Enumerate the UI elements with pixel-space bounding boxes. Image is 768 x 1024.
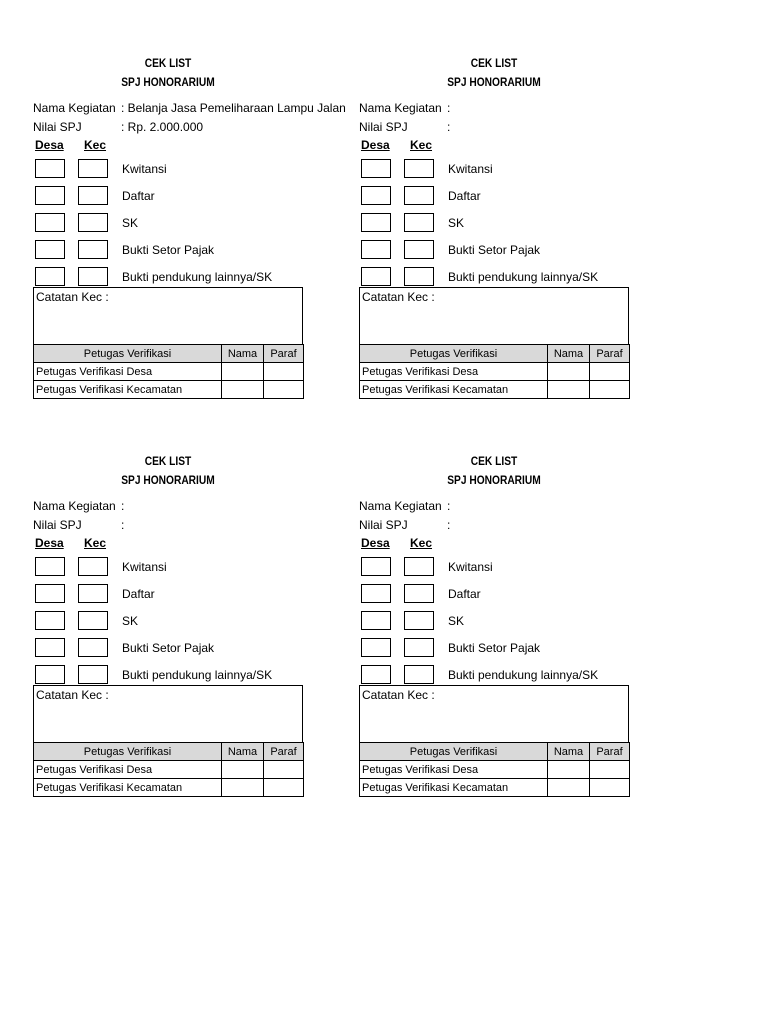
checklist-items <box>33 557 313 692</box>
header-petugas: Petugas Verifikasi <box>34 345 222 363</box>
kec-checkbox[interactable] <box>78 638 108 657</box>
checklist-items <box>33 159 313 294</box>
nama-kegiatan-field <box>33 499 124 513</box>
card-title: CEK LIST <box>470 56 518 70</box>
checklist-item-bukti-setor-pajak <box>359 638 639 665</box>
desa-checkbox[interactable] <box>35 213 65 232</box>
item-label: Bukti Setor Pajak <box>122 243 215 257</box>
kec-checkbox[interactable] <box>404 557 434 576</box>
nama-kegiatan-value[interactable]: : <box>121 499 125 513</box>
desa-checkbox[interactable] <box>35 638 65 657</box>
paraf-cell[interactable] <box>264 761 304 779</box>
desa-checkbox[interactable] <box>361 638 391 657</box>
header-petugas: Petugas Verifikasi <box>34 743 222 761</box>
nama-kegiatan-field <box>359 101 450 115</box>
desa-checkbox[interactable] <box>361 611 391 630</box>
nama-cell[interactable] <box>548 761 590 779</box>
kec-checkbox[interactable] <box>78 213 108 232</box>
nilai-spj-field <box>33 518 124 532</box>
row-label-kecamatan: Petugas Verifikasi Kecamatan <box>34 381 222 399</box>
catatan-kec-box[interactable] <box>33 685 303 743</box>
desa-checkbox[interactable] <box>361 665 391 684</box>
row-label-kecamatan: Petugas Verifikasi Kecamatan <box>34 779 222 797</box>
nilai-spj-field <box>33 120 203 134</box>
catatan-kec-label: Catatan Kec : <box>362 688 435 702</box>
nilai-spj-value[interactable]: : <box>447 120 451 134</box>
item-label: Bukti pendukung lainnya/SK <box>122 270 273 284</box>
row-label-kecamatan: Petugas Verifikasi Kecamatan <box>360 381 548 399</box>
card-title: CEK LIST <box>470 454 518 468</box>
verification-table <box>359 742 630 797</box>
nama-kegiatan-label: Nama Kegiatan <box>359 499 442 513</box>
checklist-item-daftar <box>359 186 639 213</box>
checklist-item-bukti-setor-pajak <box>33 240 313 267</box>
catatan-kec-label: Catatan Kec : <box>36 688 109 702</box>
kec-checkbox[interactable] <box>404 638 434 657</box>
checklist-item-daftar <box>359 584 639 611</box>
checklist-item-sk <box>33 611 313 638</box>
desa-checkbox[interactable] <box>361 213 391 232</box>
checklist-item-kwitansi <box>359 557 639 584</box>
kec-checkbox[interactable] <box>404 584 434 603</box>
desa-checkbox[interactable] <box>35 186 65 205</box>
nama-kegiatan-field <box>33 101 346 115</box>
card-subtitle: SPJ HONORARIUM <box>447 75 541 89</box>
table-row <box>34 381 304 399</box>
checklist-item-bukti-setor-pajak <box>359 240 639 267</box>
kec-column-header: Kec <box>410 536 433 550</box>
nama-cell[interactable] <box>548 779 590 797</box>
checklist-item-sk <box>359 213 639 240</box>
nilai-spj-label: Nilai SPJ <box>359 120 408 134</box>
checklist-item-daftar <box>33 584 313 611</box>
paraf-cell[interactable] <box>590 779 630 797</box>
desa-checkbox[interactable] <box>361 159 391 178</box>
item-label: Bukti Setor Pajak <box>122 641 215 655</box>
nama-cell[interactable] <box>548 363 590 381</box>
table-header-row <box>34 743 304 761</box>
table-row <box>34 761 304 779</box>
item-label: Daftar <box>448 189 481 203</box>
table-header-row <box>360 743 630 761</box>
row-label-desa: Petugas Verifikasi Desa <box>34 761 222 779</box>
desa-checkbox[interactable] <box>35 557 65 576</box>
nama-cell[interactable] <box>222 779 264 797</box>
catatan-kec-box[interactable] <box>359 685 629 743</box>
kec-checkbox[interactable] <box>404 267 434 286</box>
table-row <box>360 381 630 399</box>
header-paraf: Paraf <box>264 743 304 761</box>
kec-checkbox[interactable] <box>78 267 108 286</box>
desa-checkbox[interactable] <box>35 240 65 259</box>
item-label: SK <box>122 614 139 628</box>
item-label: Daftar <box>448 587 481 601</box>
catatan-kec-label: Catatan Kec : <box>36 290 109 304</box>
checklist-items <box>359 159 639 294</box>
nilai-spj-value[interactable]: : <box>121 518 125 532</box>
row-label-desa: Petugas Verifikasi Desa <box>360 363 548 381</box>
desa-checkbox[interactable] <box>361 584 391 603</box>
kec-checkbox[interactable] <box>404 186 434 205</box>
table-row <box>34 363 304 381</box>
checklist-card <box>33 452 313 802</box>
desa-checkbox[interactable] <box>361 240 391 259</box>
nilai-spj-label: Nilai SPJ <box>359 518 408 532</box>
row-label-kecamatan: Petugas Verifikasi Kecamatan <box>360 779 548 797</box>
nilai-spj-value[interactable]: : Rp. 2.000.000 <box>121 120 204 134</box>
header-nama: Nama <box>548 345 590 363</box>
nilai-spj-value[interactable]: : <box>447 518 451 532</box>
kec-checkbox[interactable] <box>404 240 434 259</box>
paraf-cell[interactable] <box>590 381 630 399</box>
paraf-cell[interactable] <box>264 779 304 797</box>
desa-checkbox[interactable] <box>35 159 65 178</box>
desa-column-header: Desa <box>35 138 64 152</box>
checklist-card <box>359 452 639 802</box>
nama-kegiatan-value[interactable]: : <box>447 101 451 115</box>
checklist-item-bukti-setor-pajak <box>33 638 313 665</box>
header-nama: Nama <box>222 345 264 363</box>
kec-checkbox[interactable] <box>404 213 434 232</box>
card-subtitle: SPJ HONORARIUM <box>121 75 215 89</box>
kec-column-header: Kec <box>84 536 107 550</box>
kec-checkbox[interactable] <box>78 665 108 684</box>
nama-kegiatan-label: Nama Kegiatan <box>33 101 116 115</box>
checklist-card <box>33 54 346 404</box>
desa-checkbox[interactable] <box>361 267 391 286</box>
checklist-item-daftar <box>33 186 313 213</box>
kec-checkbox[interactable] <box>78 557 108 576</box>
kec-checkbox[interactable] <box>78 159 108 178</box>
desa-checkbox[interactable] <box>361 557 391 576</box>
kec-checkbox[interactable] <box>78 584 108 603</box>
item-label: Bukti pendukung lainnya/SK <box>122 668 273 682</box>
catatan-kec-box[interactable] <box>359 287 629 345</box>
nama-cell[interactable] <box>222 381 264 399</box>
item-label: Kwitansi <box>448 162 493 176</box>
table-row <box>360 363 630 381</box>
nilai-spj-label: Nilai SPJ <box>33 518 82 532</box>
kec-column-header: Kec <box>410 138 433 152</box>
header-petugas: Petugas Verifikasi <box>360 345 548 363</box>
header-petugas: Petugas Verifikasi <box>360 743 548 761</box>
paraf-cell[interactable] <box>590 363 630 381</box>
card-subtitle: SPJ HONORARIUM <box>447 473 541 487</box>
desa-column-header: Desa <box>361 536 390 550</box>
item-label: Bukti Setor Pajak <box>448 243 541 257</box>
desa-checkbox[interactable] <box>361 186 391 205</box>
nilai-spj-label: Nilai SPJ <box>33 120 82 134</box>
row-label-desa: Petugas Verifikasi Desa <box>360 761 548 779</box>
desa-column-header: Desa <box>361 138 390 152</box>
card-title: CEK LIST <box>144 56 192 70</box>
checklist-item-sk <box>33 213 313 240</box>
kec-column-header: Kec <box>84 138 107 152</box>
desa-column-header: Desa <box>35 536 64 550</box>
verification-table <box>33 742 304 797</box>
checklist-items <box>359 557 639 692</box>
item-label: Daftar <box>122 587 155 601</box>
paraf-cell[interactable] <box>590 761 630 779</box>
table-row <box>360 779 630 797</box>
kec-checkbox[interactable] <box>404 665 434 684</box>
checklist-item-sk <box>359 611 639 638</box>
nama-cell[interactable] <box>222 363 264 381</box>
row-label-desa: Petugas Verifikasi Desa <box>34 363 222 381</box>
item-label: SK <box>448 614 465 628</box>
desa-checkbox[interactable] <box>35 665 65 684</box>
catatan-kec-label: Catatan Kec : <box>362 290 435 304</box>
nama-kegiatan-value[interactable]: : Belanja Jasa Pemeliharaan Lampu Jalan <box>121 101 346 115</box>
header-paraf: Paraf <box>590 743 630 761</box>
item-label: Daftar <box>122 189 155 203</box>
checklist-item-kwitansi <box>33 557 313 584</box>
verification-table <box>33 344 304 399</box>
checklist-card <box>359 54 639 404</box>
paraf-cell[interactable] <box>264 363 304 381</box>
nama-cell[interactable] <box>222 761 264 779</box>
nilai-spj-field <box>359 120 450 134</box>
item-label: Kwitansi <box>122 560 167 574</box>
nama-kegiatan-label: Nama Kegiatan <box>33 499 116 513</box>
kec-checkbox[interactable] <box>78 611 108 630</box>
kec-checkbox[interactable] <box>404 159 434 178</box>
item-label: SK <box>448 216 465 230</box>
item-label: Bukti pendukung lainnya/SK <box>448 668 599 682</box>
table-row <box>360 761 630 779</box>
checklist-item-kwitansi <box>33 159 313 186</box>
desa-checkbox[interactable] <box>35 611 65 630</box>
desa-checkbox[interactable] <box>35 267 65 286</box>
header-nama: Nama <box>222 743 264 761</box>
desa-checkbox[interactable] <box>35 584 65 603</box>
header-paraf: Paraf <box>264 345 304 363</box>
header-paraf: Paraf <box>590 345 630 363</box>
nama-kegiatan-field <box>359 499 450 513</box>
checklist-item-kwitansi <box>359 159 639 186</box>
item-label: Kwitansi <box>448 560 493 574</box>
nilai-spj-field <box>359 518 450 532</box>
nama-kegiatan-label: Nama Kegiatan <box>359 101 442 115</box>
nama-cell[interactable] <box>548 381 590 399</box>
item-label: Bukti pendukung lainnya/SK <box>448 270 599 284</box>
paraf-cell[interactable] <box>264 381 304 399</box>
table-header-row <box>360 345 630 363</box>
table-row <box>34 779 304 797</box>
catatan-kec-box[interactable] <box>33 287 303 345</box>
card-subtitle: SPJ HONORARIUM <box>121 473 215 487</box>
item-label: Kwitansi <box>122 162 167 176</box>
table-header-row <box>34 345 304 363</box>
verification-table <box>359 344 630 399</box>
kec-checkbox[interactable] <box>78 186 108 205</box>
item-label: Bukti Setor Pajak <box>448 641 541 655</box>
header-nama: Nama <box>548 743 590 761</box>
nama-kegiatan-value[interactable]: : <box>447 499 451 513</box>
item-label: SK <box>122 216 139 230</box>
kec-checkbox[interactable] <box>404 611 434 630</box>
card-title: CEK LIST <box>144 454 192 468</box>
kec-checkbox[interactable] <box>78 240 108 259</box>
